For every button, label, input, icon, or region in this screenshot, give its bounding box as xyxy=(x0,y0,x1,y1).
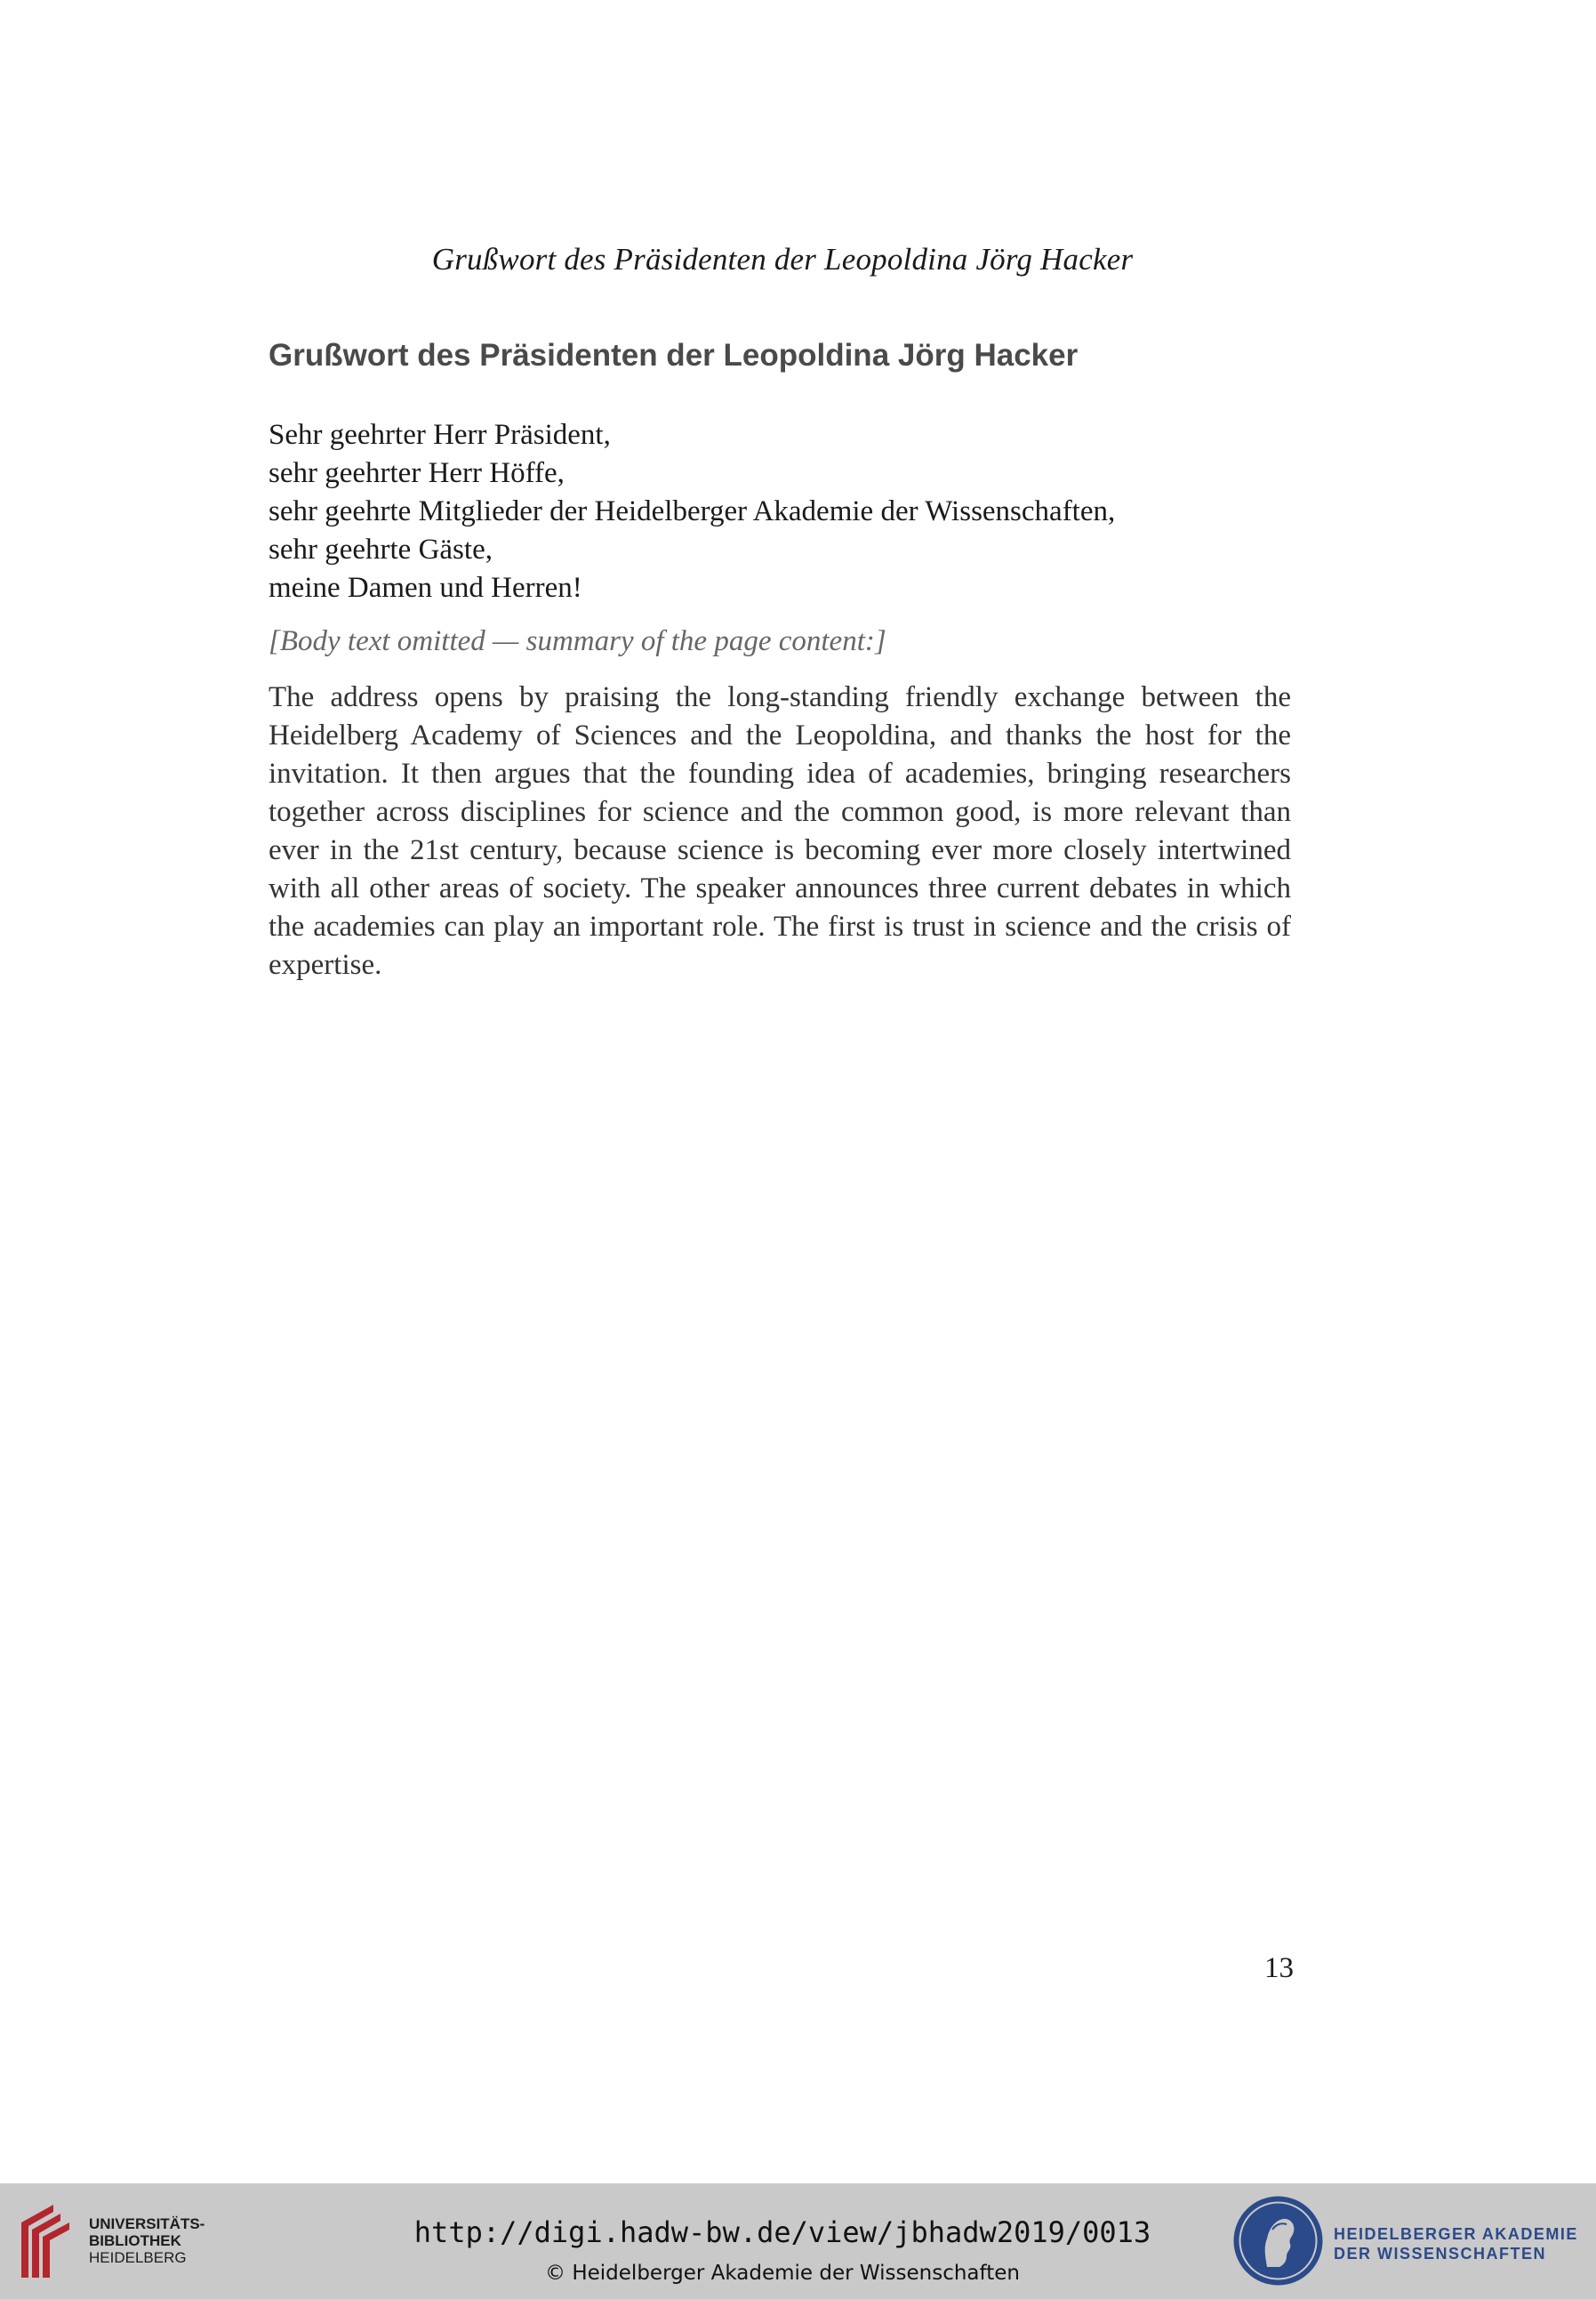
body-summary xyxy=(269,623,1291,985)
permalink-url[interactable]: http://digi.hadw-bw.de/view/jbhadw2019/0013 xyxy=(413,2215,1151,2249)
article-heading: Grußwort des Präsidenten der Leopoldina Jörg Hacker xyxy=(269,338,1079,373)
ub-logo-line: BIBLIOTHEK xyxy=(89,2232,181,2249)
salutation-line: sehr geehrter Herr Höffe, xyxy=(269,457,565,489)
running-header: Grußwort des Präsidenten der Leopoldina Jörg Hacker xyxy=(431,242,1134,277)
summary-text: The address opens by praising the long-standing friendly exchange between the Heidelberg Academy of Sciences and the Leopoldina, and thanks the host for the invitation. It then argues that the founding idea of academies, bringing researchers together across disciplines for science and the common good, is more relevant than ever in the 21st century, because science is becoming ever more closely intertwined with all other areas of society. The speaker announces three current debates in which the academies can play an important role. The first is trust in science and the crisis of expertise. xyxy=(269,681,1291,981)
ub-logo-line: UNIVERSITÄTS- xyxy=(89,2215,205,2232)
salutation-line: sehr geehrte Gäste, xyxy=(269,534,493,566)
copyright-notice: © Heidelberger Akademie der Wissenschaften xyxy=(545,2262,1020,2285)
salutation-line: meine Damen und Herren! xyxy=(269,572,582,604)
salutation-line: Sehr geehrter Herr Präsident, xyxy=(269,419,611,451)
salutation-line: sehr geehrte Mitglieder der Heidelberger Akademie der Wissenschaften, xyxy=(269,495,1116,527)
salutation-block xyxy=(269,416,1115,607)
ub-logo-line: HEIDELBERG xyxy=(89,2249,187,2266)
hadw-seal-icon[interactable] xyxy=(1231,2194,1325,2287)
hadw-logo-line: DER WISSENSCHAFTEN xyxy=(1334,2245,1547,2263)
footer-bar xyxy=(0,2183,1596,2299)
hadw-logo-line: HEIDELBERGER AKADEMIE xyxy=(1334,2225,1578,2243)
hadw-logo-text xyxy=(1334,2224,1578,2263)
summary-note: [Body text omitted — summary of the page content:] xyxy=(269,625,886,657)
page-number: 13 xyxy=(1264,1952,1294,1984)
